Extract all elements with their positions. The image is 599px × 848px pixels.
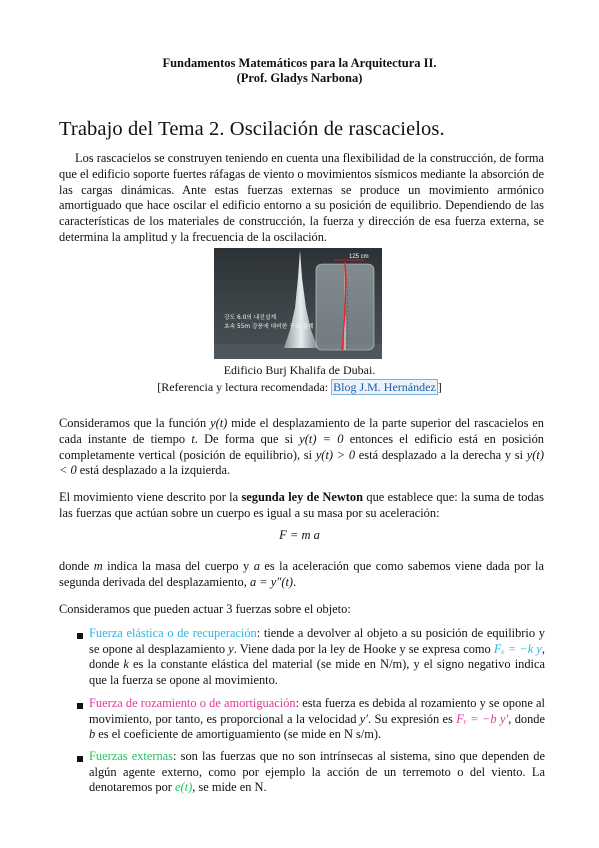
burj-khalifa-image: [214, 248, 382, 359]
newton-law-term: segunda ley de Newton: [241, 490, 364, 504]
external-forces-label: Fuerzas externas: [89, 749, 173, 763]
svg-text:초속 55m 강풍에 대비한 구조 설계: 초속 55m 강풍에 대비한 구조 설계: [224, 324, 314, 330]
svg-text:125 cm: 125 cm: [349, 254, 369, 260]
svg-text:강도 6.0의 내진설계: 강도 6.0의 내진설계: [224, 315, 277, 321]
course-header: [0, 56, 599, 86]
list-item-damping-force: Fuerza de rozamiento o de amortiguación: esta fuerza es debida al rozamiento y se opone al movimiento, por tanto, es proporcional a la velocidad y′. Su expresión es Fᵣ = −b y′, donde b es el coeficiente de amortiguamiento (se mide en N s/m).: [89, 696, 545, 742]
elastic-force-label: Fuerza elástica o de recuperación: [89, 626, 257, 640]
blog-link[interactable]: Blog J.M. Hernández: [333, 380, 436, 394]
forces-intro: Consideramos que pueden actuar 3 fuerzas sobre el objeto:: [59, 602, 351, 616]
external-formula: e(t): [175, 780, 193, 795]
tower-illustration: [214, 248, 382, 359]
newton-equation: F = m a: [279, 528, 320, 542]
hooke-formula: Fₑ = −k y: [493, 641, 542, 656]
list-item-elastic-force: Fuerza elástica o de recuperación: tiende a devolver al objeto a su posición de equilibrio y se opone al desplazamiento y. Viene dada por la ley de Hooke y se expresa como Fₑ = −k y, donde k es la constante elástica del material (se mide en N/m), y el signo negativo indica que la fuerza se opone al movimiento.: [89, 626, 545, 687]
bullet-icon: [77, 756, 83, 762]
mass-paragraph: donde m indica la masa del cuerpo y a es la aceleración que como sabemos viene dada por la segunda derivada del desplazamiento, a = y″(t).: [59, 559, 544, 589]
function-paragraph: Consideramos que la función y(t) mide el desplazamiento de la parte superior del rascacielos en cada instante de tiempo t. De forma que si y(t) = 0 entonces el edificio está en posición completamente vertical (posición de equilibrio), si y(t) > 0 está desplazado a la derecha y si y(t) < 0 está desplazado a la izquierda.: [59, 416, 545, 478]
page-title: Trabajo del Tema 2. Oscilación de rascacielos.: [59, 118, 445, 140]
bullet-icon: [77, 633, 83, 639]
figure-reference: [Referencia y lectura recomendada: Blog J.M. Hernández ]: [157, 380, 442, 394]
bullet-icon: [77, 703, 83, 709]
professor-name: (Prof. Gladys Narbona): [236, 71, 363, 85]
damping-force-label: Fuerza de rozamiento o de amortiguación: [89, 696, 296, 710]
newton-paragraph: El movimiento viene descrito por la segunda ley de Newton que establece que: la suma de todas las fuerzas que actúan sobre un cuerpo es igual a su masa por su aceleración:: [59, 490, 544, 520]
intro-paragraph: Los rascacielos se construyen teniendo en cuenta una flexibilidad de la construcción, de forma que el edificio soporte fuertes ráfagas de viento o movimientos sísmicos mediante la absorción de las cargas dinámicas. Ante estas fuerzas externas se produce un movimiento armónico amortiguado que hace oscilar el edificio entorno a su posición de equilibrio. Dependiendo de las características de los materiales de construcción, la fuerza y dirección de esa fuerza externa, se determina la amplitud y la frecuencia de la oscilación.: [59, 151, 544, 244]
tower-shape: [284, 250, 318, 348]
course-title: Fundamentos Matemáticos para la Arquitectura II.: [162, 56, 437, 70]
list-item-external-forces: Fuerzas externas: son las fuerzas que no son intrínsecas al sistema, sino que dependen de algún agente externo, como por ejemplo la acción de un terremoto o del viento. La denotaremos por e(t), se mide en N.: [89, 749, 545, 795]
figure-caption: Edificio Burj Khalifa de Dubai.: [223, 363, 376, 377]
damping-formula: Fᵣ = −b y′: [456, 711, 509, 726]
